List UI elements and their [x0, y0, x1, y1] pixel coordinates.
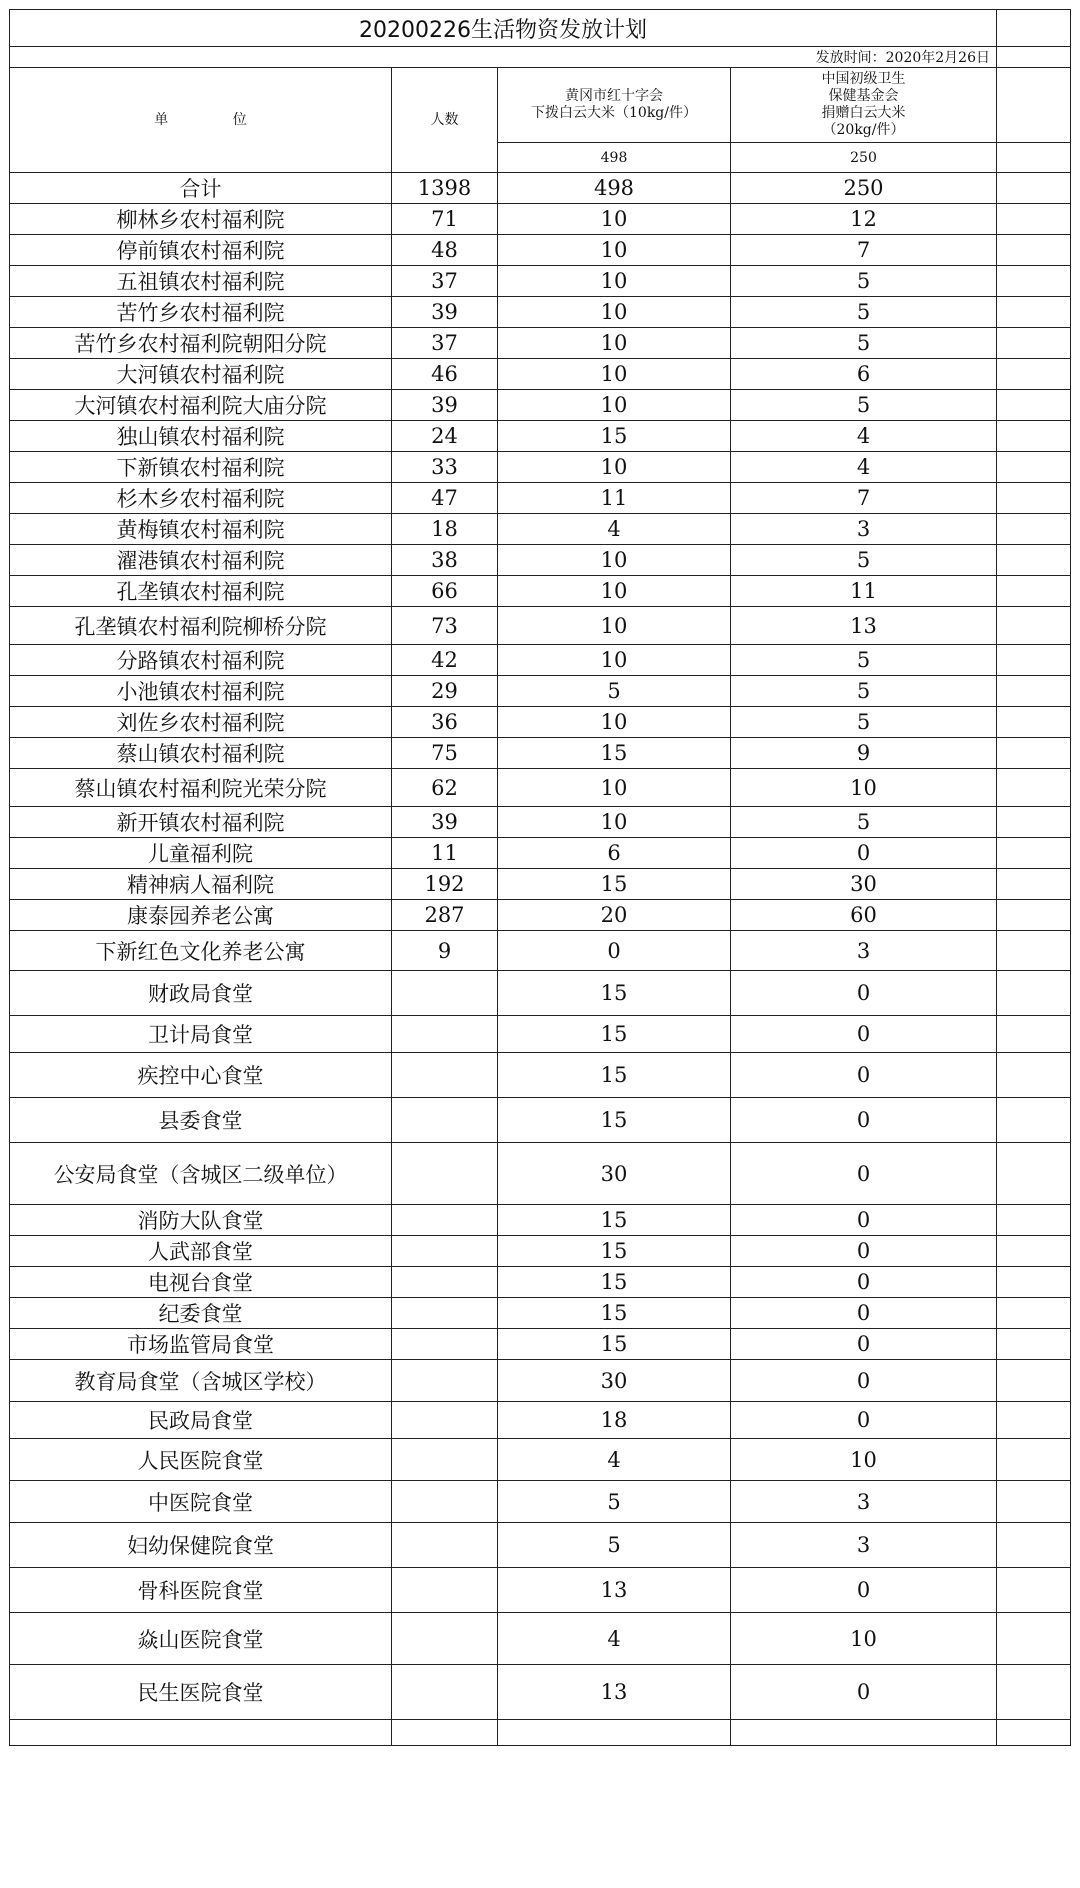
people-cell[interactable] — [392, 1143, 498, 1205]
table-row — [10, 1016, 1071, 1053]
people-cell[interactable]: 9 — [392, 931, 498, 971]
unit-cell[interactable]: 孔垄镇农村福利院 — [10, 576, 392, 607]
unit-cell[interactable]: 焱山医院食堂 — [10, 1613, 392, 1665]
foundation-rice-cell[interactable]: 5 — [731, 266, 997, 297]
red-cross-rice-cell[interactable]: 20 — [498, 900, 731, 931]
empty-cell[interactable] — [997, 676, 1071, 707]
people-cell[interactable] — [392, 1439, 498, 1481]
people-cell[interactable] — [392, 1402, 498, 1439]
empty-cell[interactable] — [997, 1360, 1071, 1402]
foundation-rice-cell[interactable]: 0 — [731, 1053, 997, 1098]
red-cross-rice-cell[interactable]: 4 — [498, 1439, 731, 1481]
unit-cell[interactable]: 卫计局食堂 — [10, 1016, 392, 1053]
red-cross-rice-cell[interactable]: 13 — [498, 1568, 731, 1613]
header-foundation — [731, 68, 997, 143]
unit-cell[interactable]: 下新镇农村福利院 — [10, 452, 392, 483]
foundation-rice-cell[interactable]: 4 — [731, 452, 997, 483]
table-row — [10, 204, 1071, 235]
red-cross-rice-cell[interactable]: 4 — [498, 514, 731, 545]
empty-cell[interactable] — [997, 971, 1071, 1016]
unit-cell[interactable]: 独山镇农村福利院 — [10, 421, 392, 452]
table-row — [10, 1523, 1071, 1568]
people-cell[interactable]: 39 — [392, 390, 498, 421]
unit-cell[interactable]: 公安局食堂（含城区二级单位） — [10, 1143, 392, 1205]
empty-cell[interactable] — [997, 1329, 1071, 1360]
people-cell[interactable]: 75 — [392, 738, 498, 769]
table-row — [10, 607, 1071, 645]
table-row — [10, 1402, 1071, 1439]
foundation-rice-cell[interactable]: 0 — [731, 1098, 997, 1143]
empty-cell[interactable] — [392, 1720, 498, 1746]
unit-cell[interactable]: 妇幼保健院食堂 — [10, 1523, 392, 1568]
people-cell[interactable]: 47 — [392, 483, 498, 514]
empty-cell[interactable] — [997, 68, 1071, 143]
empty-cell[interactable] — [498, 1720, 731, 1746]
foundation-rice-cell[interactable]: 7 — [731, 483, 997, 514]
table-row — [10, 707, 1071, 738]
table-row — [10, 266, 1071, 297]
foundation-rice-cell[interactable]: 5 — [731, 390, 997, 421]
table-row — [10, 645, 1071, 676]
foundation-rice-cell[interactable]: 3 — [731, 514, 997, 545]
foundation-rice-cell[interactable]: 6 — [731, 359, 997, 390]
foundation-rice-cell[interactable]: 5 — [731, 707, 997, 738]
red-cross-rice-cell[interactable]: 10 — [498, 607, 731, 645]
empty-cell[interactable] — [997, 266, 1071, 297]
date-row — [10, 47, 1071, 68]
red-cross-rice-cell[interactable]: 498 — [498, 173, 731, 204]
table-row — [10, 1236, 1071, 1267]
red-cross-rice-cell[interactable]: 15 — [498, 1298, 731, 1329]
distribution-table — [9, 9, 1071, 1746]
table-row — [10, 545, 1071, 576]
red-cross-rice-cell[interactable]: 11 — [498, 483, 731, 514]
foundation-rice-cell[interactable]: 12 — [731, 204, 997, 235]
unit-cell[interactable]: 苦竹乡农村福利院朝阳分院 — [10, 328, 392, 359]
issue-date: 发放时间：2020年2月26日 — [10, 47, 997, 68]
unit-cell[interactable]: 中医院食堂 — [10, 1481, 392, 1523]
people-cell[interactable] — [392, 1613, 498, 1665]
empty-cell[interactable] — [997, 707, 1071, 738]
foundation-rice-cell[interactable]: 0 — [731, 1665, 997, 1720]
empty-cell[interactable] — [997, 1523, 1071, 1568]
people-cell[interactable]: 62 — [392, 769, 498, 807]
empty-cell[interactable] — [997, 1568, 1071, 1613]
red-cross-rice-cell[interactable]: 10 — [498, 359, 731, 390]
unit-cell[interactable]: 教育局食堂（含城区学校） — [10, 1360, 392, 1402]
unit-cell[interactable]: 孔垄镇农村福利院柳桥分院 — [10, 607, 392, 645]
foundation-rice-cell[interactable]: 5 — [731, 676, 997, 707]
empty-cell[interactable] — [997, 204, 1071, 235]
table-row — [10, 359, 1071, 390]
table-row — [10, 971, 1071, 1016]
people-cell[interactable]: 71 — [392, 204, 498, 235]
foundation-rice-cell[interactable]: 0 — [731, 971, 997, 1016]
empty-cell[interactable] — [997, 47, 1071, 68]
red-cross-rice-cell[interactable]: 10 — [498, 390, 731, 421]
foundation-rice-cell[interactable]: 0 — [731, 1360, 997, 1402]
people-cell[interactable]: 48 — [392, 235, 498, 266]
foundation-rice-cell[interactable]: 5 — [731, 807, 997, 838]
people-cell[interactable]: 192 — [392, 869, 498, 900]
empty-cell[interactable] — [997, 1236, 1071, 1267]
red-cross-rice-cell[interactable]: 15 — [498, 1205, 731, 1236]
people-cell[interactable] — [392, 1053, 498, 1098]
empty-cell[interactable] — [997, 1481, 1071, 1523]
red-cross-rice-cell[interactable]: 15 — [498, 421, 731, 452]
table-row — [10, 452, 1071, 483]
table-row — [10, 838, 1071, 869]
empty-cell[interactable] — [997, 900, 1071, 931]
empty-cell[interactable] — [997, 390, 1071, 421]
table-row — [10, 1613, 1071, 1665]
people-cell[interactable]: 73 — [392, 607, 498, 645]
people-cell[interactable] — [392, 1236, 498, 1267]
foundation-rice-cell[interactable]: 60 — [731, 900, 997, 931]
table-row — [10, 297, 1071, 328]
empty-cell[interactable] — [997, 1267, 1071, 1298]
table-row — [10, 931, 1071, 971]
table-row — [10, 1568, 1071, 1613]
people-cell[interactable]: 33 — [392, 452, 498, 483]
table-row — [10, 1098, 1071, 1143]
spreadsheet — [9, 9, 1071, 1746]
unit-cell[interactable]: 柳林乡农村福利院 — [10, 204, 392, 235]
total-row — [10, 173, 1071, 204]
unit-cell[interactable]: 刘佐乡农村福利院 — [10, 707, 392, 738]
foundation-rice-cell[interactable]: 0 — [731, 1143, 997, 1205]
empty-cell[interactable] — [997, 514, 1071, 545]
empty-cell[interactable] — [10, 1720, 392, 1746]
foundation-rice-cell[interactable]: 0 — [731, 1329, 997, 1360]
red-cross-rice-cell[interactable]: 0 — [498, 931, 731, 971]
table-row — [10, 900, 1071, 931]
table-row — [10, 483, 1071, 514]
people-cell[interactable] — [392, 1016, 498, 1053]
empty-cell[interactable] — [997, 807, 1071, 838]
table-row — [10, 328, 1071, 359]
foundation-rice-cell[interactable]: 10 — [731, 1439, 997, 1481]
unit-cell[interactable]: 停前镇农村福利院 — [10, 235, 392, 266]
people-cell[interactable]: 66 — [392, 576, 498, 607]
empty-cell[interactable] — [997, 10, 1071, 47]
foundation-rice-cell[interactable]: 30 — [731, 869, 997, 900]
table-row — [10, 769, 1071, 807]
foundation-rice-cell[interactable]: 9 — [731, 738, 997, 769]
unit-cell[interactable]: 五祖镇农村福利院 — [10, 266, 392, 297]
red-cross-rice-cell[interactable]: 10 — [498, 707, 731, 738]
table-row — [10, 1205, 1071, 1236]
table-row — [10, 869, 1071, 900]
col3-header-text: 黄冈市红十字会 下拨白云大米（10kg/件） — [531, 88, 697, 121]
red-cross-rice-cell[interactable]: 30 — [498, 1360, 731, 1402]
foundation-rice-cell[interactable]: 5 — [731, 297, 997, 328]
unit-cell[interactable]: 县委食堂 — [10, 1098, 392, 1143]
red-cross-rice-cell[interactable]: 5 — [498, 1523, 731, 1568]
empty-cell[interactable] — [997, 1053, 1071, 1098]
table-row — [10, 421, 1071, 452]
foundation-rice-cell[interactable]: 0 — [731, 838, 997, 869]
empty-cell[interactable] — [997, 1402, 1071, 1439]
header-people: 人数 — [392, 68, 498, 173]
foundation-rice-cell[interactable]: 13 — [731, 607, 997, 645]
foundation-rice-cell[interactable]: 7 — [731, 235, 997, 266]
table-row — [10, 807, 1071, 838]
foundation-rice-cell[interactable]: 5 — [731, 545, 997, 576]
table-row — [10, 1329, 1071, 1360]
red-cross-rice-cell[interactable]: 10 — [498, 769, 731, 807]
red-cross-rice-cell[interactable]: 10 — [498, 545, 731, 576]
red-cross-rice-cell[interactable]: 15 — [498, 1098, 731, 1143]
table-row — [10, 1267, 1071, 1298]
title-row — [10, 10, 1071, 47]
people-cell[interactable]: 24 — [392, 421, 498, 452]
people-cell[interactable] — [392, 1329, 498, 1360]
red-cross-rice-cell[interactable]: 10 — [498, 576, 731, 607]
empty-cell[interactable] — [997, 297, 1071, 328]
red-cross-rice-cell[interactable]: 18 — [498, 1402, 731, 1439]
empty-cell[interactable] — [997, 235, 1071, 266]
unit-cell[interactable]: 纪委食堂 — [10, 1298, 392, 1329]
red-cross-rice-cell[interactable]: 5 — [498, 1481, 731, 1523]
unit-cell[interactable]: 电视台食堂 — [10, 1267, 392, 1298]
red-cross-rice-cell[interactable]: 10 — [498, 266, 731, 297]
unit-cell[interactable]: 分路镇农村福利院 — [10, 645, 392, 676]
empty-cell[interactable] — [997, 452, 1071, 483]
red-cross-rice-cell[interactable]: 15 — [498, 1329, 731, 1360]
foundation-rice-cell[interactable]: 0 — [731, 1236, 997, 1267]
red-cross-rice-cell[interactable]: 15 — [498, 1236, 731, 1267]
header-red-cross — [498, 68, 731, 143]
empty-cell[interactable] — [997, 328, 1071, 359]
foundation-rice-cell[interactable]: 0 — [731, 1205, 997, 1236]
foundation-rice-cell[interactable]: 10 — [731, 769, 997, 807]
foundation-rice-cell[interactable]: 0 — [731, 1298, 997, 1329]
empty-cell[interactable] — [997, 1143, 1071, 1205]
unit-cell[interactable]: 小池镇农村福利院 — [10, 676, 392, 707]
people-cell[interactable]: 39 — [392, 297, 498, 328]
unit-cell[interactable]: 苦竹乡农村福利院 — [10, 297, 392, 328]
red-cross-rice-cell[interactable]: 10 — [498, 807, 731, 838]
table-row — [10, 235, 1071, 266]
red-cross-rice-cell[interactable]: 15 — [498, 1053, 731, 1098]
empty-cell[interactable] — [997, 143, 1071, 173]
people-cell[interactable] — [392, 1523, 498, 1568]
header-unit: 单 位 — [10, 68, 392, 173]
table-row — [10, 1439, 1071, 1481]
unit-cell[interactable]: 消防大队食堂 — [10, 1205, 392, 1236]
people-cell[interactable] — [392, 971, 498, 1016]
people-cell[interactable]: 11 — [392, 838, 498, 869]
red-cross-rice-cell[interactable]: 15 — [498, 738, 731, 769]
red-cross-rice-cell[interactable]: 15 — [498, 971, 731, 1016]
table-row — [10, 676, 1071, 707]
unit-cell[interactable]: 民生医院食堂 — [10, 1665, 392, 1720]
unit-cell[interactable]: 黄梅镇农村福利院 — [10, 514, 392, 545]
table-row — [10, 1360, 1071, 1402]
people-cell[interactable]: 18 — [392, 514, 498, 545]
unit-cell[interactable]: 民政局食堂 — [10, 1402, 392, 1439]
people-cell[interactable] — [392, 1205, 498, 1236]
empty-cell[interactable] — [997, 576, 1071, 607]
unit-cell[interactable]: 蔡山镇农村福利院 — [10, 738, 392, 769]
foundation-rice-cell[interactable]: 10 — [731, 1613, 997, 1665]
foundation-rice-cell[interactable]: 5 — [731, 645, 997, 676]
people-cell[interactable]: 42 — [392, 645, 498, 676]
unit-cell[interactable]: 疾控中心食堂 — [10, 1053, 392, 1098]
people-cell[interactable]: 37 — [392, 328, 498, 359]
foundation-rice-cell[interactable]: 0 — [731, 1267, 997, 1298]
empty-cell[interactable] — [997, 545, 1071, 576]
unit-cell[interactable]: 蔡山镇农村福利院光荣分院 — [10, 769, 392, 807]
empty-cell[interactable] — [997, 421, 1071, 452]
empty-cell[interactable] — [997, 769, 1071, 807]
table-row — [10, 390, 1071, 421]
empty-cell[interactable] — [997, 1720, 1071, 1746]
people-cell[interactable]: 46 — [392, 359, 498, 390]
foundation-rice-cell[interactable]: 11 — [731, 576, 997, 607]
foundation-rice-cell[interactable]: 5 — [731, 328, 997, 359]
people-cell[interactable] — [392, 1665, 498, 1720]
table-row — [10, 1665, 1071, 1720]
empty-cell[interactable] — [997, 1665, 1071, 1720]
red-cross-rice-cell[interactable]: 10 — [498, 297, 731, 328]
empty-cell[interactable] — [997, 1613, 1071, 1665]
empty-cell[interactable] — [997, 1205, 1071, 1236]
unit-cell[interactable]: 儿童福利院 — [10, 838, 392, 869]
empty-cell[interactable] — [997, 173, 1071, 204]
header-foundation-total: 250 — [731, 143, 997, 173]
red-cross-rice-cell[interactable]: 10 — [498, 235, 731, 266]
red-cross-rice-cell[interactable]: 15 — [498, 1267, 731, 1298]
red-cross-rice-cell[interactable]: 30 — [498, 1143, 731, 1205]
red-cross-rice-cell[interactable]: 5 — [498, 676, 731, 707]
table-row — [10, 576, 1071, 607]
unit-cell[interactable]: 骨科医院食堂 — [10, 1568, 392, 1613]
foundation-rice-cell[interactable]: 3 — [731, 1523, 997, 1568]
foundation-rice-cell[interactable]: 4 — [731, 421, 997, 452]
foundation-rice-cell[interactable]: 0 — [731, 1016, 997, 1053]
people-cell[interactable] — [392, 1298, 498, 1329]
people-cell[interactable]: 29 — [392, 676, 498, 707]
unit-cell[interactable]: 下新红色文化养老公寓 — [10, 931, 392, 971]
red-cross-rice-cell[interactable]: 10 — [498, 328, 731, 359]
unit-cell[interactable]: 合计 — [10, 173, 392, 204]
table-row — [10, 1143, 1071, 1205]
people-cell[interactable]: 287 — [392, 900, 498, 931]
empty-cell[interactable] — [997, 483, 1071, 514]
unit-cell[interactable]: 濯港镇农村福利院 — [10, 545, 392, 576]
empty-cell[interactable] — [997, 1298, 1071, 1329]
unit-cell[interactable]: 人武部食堂 — [10, 1236, 392, 1267]
table-row — [10, 1053, 1071, 1098]
table-row — [10, 1481, 1071, 1523]
people-cell[interactable] — [392, 1481, 498, 1523]
table-row — [10, 1298, 1071, 1329]
red-cross-rice-cell[interactable]: 6 — [498, 838, 731, 869]
empty-cell[interactable] — [997, 838, 1071, 869]
people-cell[interactable]: 37 — [392, 266, 498, 297]
header-red-cross-total: 498 — [498, 143, 731, 173]
people-cell[interactable] — [392, 1267, 498, 1298]
unit-cell[interactable]: 康泰园养老公寓 — [10, 900, 392, 931]
col4-header-text: 中国初级卫生 保健基金会 捐赠白云大米 （20kg/件） — [821, 71, 906, 138]
unit-cell[interactable]: 杉木乡农村福利院 — [10, 483, 392, 514]
foundation-rice-cell[interactable]: 250 — [731, 173, 997, 204]
red-cross-rice-cell[interactable]: 13 — [498, 1665, 731, 1720]
foundation-rice-cell[interactable]: 0 — [731, 1568, 997, 1613]
red-cross-rice-cell[interactable]: 15 — [498, 869, 731, 900]
empty-cell[interactable] — [997, 1016, 1071, 1053]
empty-cell[interactable] — [997, 1439, 1071, 1481]
empty-cell[interactable] — [997, 607, 1071, 645]
foundation-rice-cell[interactable]: 3 — [731, 1481, 997, 1523]
empty-cell[interactable] — [997, 359, 1071, 390]
unit-cell[interactable]: 市场监管局食堂 — [10, 1329, 392, 1360]
unit-cell[interactable]: 财政局食堂 — [10, 971, 392, 1016]
foundation-rice-cell[interactable]: 0 — [731, 1402, 997, 1439]
people-cell[interactable]: 39 — [392, 807, 498, 838]
sheet-title: 20200226生活物资发放计划 — [10, 10, 997, 47]
people-cell[interactable]: 1398 — [392, 173, 498, 204]
people-cell[interactable]: 38 — [392, 545, 498, 576]
red-cross-rice-cell[interactable]: 10 — [498, 204, 731, 235]
people-cell[interactable] — [392, 1568, 498, 1613]
unit-cell[interactable]: 新开镇农村福利院 — [10, 807, 392, 838]
people-cell[interactable]: 36 — [392, 707, 498, 738]
empty-cell[interactable] — [997, 1098, 1071, 1143]
red-cross-rice-cell[interactable]: 15 — [498, 1016, 731, 1053]
red-cross-rice-cell[interactable]: 4 — [498, 1613, 731, 1665]
red-cross-rice-cell[interactable]: 10 — [498, 452, 731, 483]
red-cross-rice-cell[interactable]: 10 — [498, 645, 731, 676]
header-row — [10, 68, 1071, 143]
empty-cell[interactable] — [997, 645, 1071, 676]
empty-cell[interactable] — [731, 1720, 997, 1746]
people-cell[interactable] — [392, 1360, 498, 1402]
people-cell[interactable] — [392, 1098, 498, 1143]
blank-row — [10, 1720, 1071, 1746]
foundation-rice-cell[interactable]: 3 — [731, 931, 997, 971]
unit-cell[interactable]: 大河镇农村福利院 — [10, 359, 392, 390]
unit-cell[interactable]: 大河镇农村福利院大庙分院 — [10, 390, 392, 421]
unit-cell[interactable]: 精神病人福利院 — [10, 869, 392, 900]
table-row — [10, 738, 1071, 769]
table-row — [10, 514, 1071, 545]
empty-cell[interactable] — [997, 931, 1071, 971]
empty-cell[interactable] — [997, 869, 1071, 900]
empty-cell[interactable] — [997, 738, 1071, 769]
unit-cell[interactable]: 人民医院食堂 — [10, 1439, 392, 1481]
